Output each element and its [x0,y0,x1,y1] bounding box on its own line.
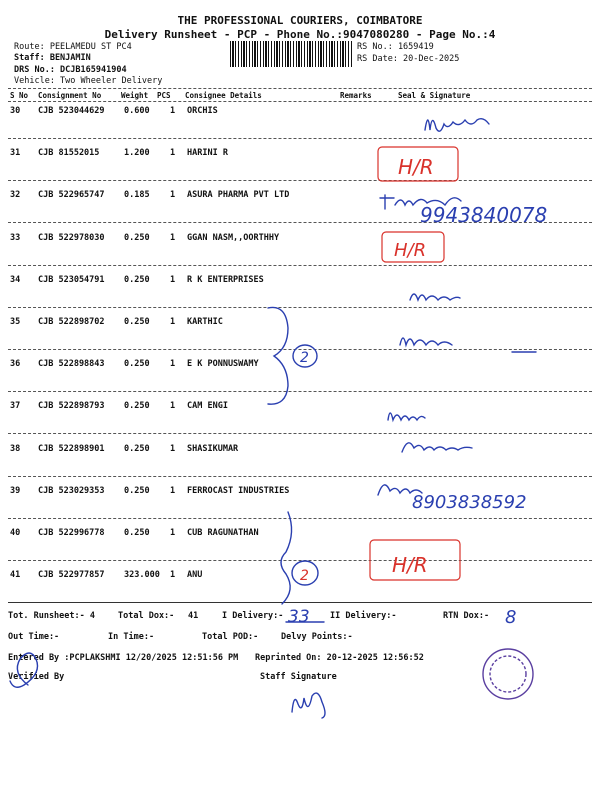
hr-mark-row-40: H/R [392,553,428,577]
row-sno: 31 [10,148,21,159]
row-consignee: HARINI R [187,148,228,159]
hr-mark-row-33: H/R [394,240,427,261]
group-count-1: 2 [300,350,309,366]
col-pcs: PCS [157,91,171,100]
row-separator [8,307,592,308]
total-pod: Total POD:- [202,632,259,642]
row-consignee: GGAN NASM,,OORTHHY [187,232,280,243]
row-separator [8,476,592,477]
row-sno: 36 [10,359,21,370]
row-separator [8,433,592,434]
row-pcs: 1 [170,359,176,370]
hr-box-row-33 [382,232,444,262]
row-sno: 32 [10,190,21,201]
col-weight: Weight [121,91,149,100]
col-remarks: Remarks [340,91,372,100]
row-weight: 1.200 [124,148,150,159]
row-weight: 0.250 [124,274,150,285]
i-delivery-count: 33 [288,607,310,627]
tot-runsheet: Tot. Runsheet:- 4 [8,611,95,621]
row-sno: 35 [10,317,21,327]
hr-mark-row-31: H/R [398,155,434,179]
row-separator [8,518,592,519]
row-separator [8,180,592,181]
row-sno: 33 [10,232,21,243]
header-rule-bottom [8,101,592,102]
col-seal: Seal & Signature [398,91,471,100]
bracket-35-36 [268,307,288,404]
row-pcs: 1 [170,274,176,285]
row-sno: 39 [10,485,21,496]
signature-row-38 [402,443,472,452]
row-sno: 40 [10,528,21,538]
row-consignee: SHASIKUMAR [187,443,239,454]
phone-row-39: 8903838592 [412,492,527,513]
row-consignment-no: CJB 522977857 [38,570,105,581]
row-consignment-no: CJB 522898793 [38,401,105,412]
company-stamp [483,649,533,699]
row-consignment-no: CJB 522996778 [38,528,105,538]
col-consignment: Consignment No [38,91,102,100]
row-weight: 0.250 [124,401,150,412]
row-separator [8,560,592,561]
row-weight: 0.250 [124,232,150,243]
row-sno: 37 [10,401,21,412]
row-consignment-no: CJB 523044629 [38,106,105,116]
route-text: Route: PEELAMEDU ST PC4 [14,42,132,52]
table-rule-bottom [8,602,592,603]
runsheet-subtitle: Delivery Runsheet - PCP - Phone No.:9047080280 - Page No.:4 [104,28,496,41]
row-sno: 34 [10,274,21,285]
i-delivery-label: I Delivery:- [222,611,284,621]
row-consignee: CAM ENGI [187,401,228,412]
rtn-dox-label: RTN Dox:- [443,611,490,621]
row-pcs: 1 [170,317,176,327]
row-consignee: KARTHIC [187,317,223,327]
row-consignment-no: CJB 522898901 [38,443,105,454]
col-consignee: Consignee Details [185,91,262,100]
row-sno: 30 [10,106,21,116]
row-sno: 38 [10,443,21,454]
row-consignee: R K ENTERPRISES [187,274,264,285]
entered-by: Entered By :PCPLAKSHMI 12/20/2025 12:51:56 PM [8,653,239,663]
row-sno: 41 [10,570,21,581]
signature-row-37 [388,413,425,420]
rs-number: RS No.: 1659419 [357,42,434,52]
row-pcs: 1 [170,106,176,116]
row-separator [8,138,592,139]
row-consignment-no: CJB 523029353 [38,485,105,496]
row-consignee: CUB RAGUNATHAN [187,528,259,538]
rs-date: RS Date: 20-Dec-2025 [357,54,460,64]
signature-row-32 [380,195,461,209]
row-consignee: ORCHIS [187,106,218,116]
phone-row-32: 9943840078 [420,203,548,227]
staff-signature-mark [292,693,325,718]
verified-by: Verified By [8,672,65,682]
signature-row-39 [378,485,422,495]
row-weight: 0.250 [124,443,150,454]
row-pcs: 1 [170,401,176,412]
group-count-circle-2 [292,561,318,585]
row-weight: 0.250 [124,317,150,327]
row-pcs: 1 [170,485,176,496]
col-sno: S No [10,91,29,100]
row-pcs: 1 [170,528,176,538]
row-separator [8,222,592,223]
row-weight: 0.250 [124,359,150,370]
row-consignee: ASURA PHARMA PVT LTD [187,190,290,201]
bracket-40-41 [281,512,292,604]
reprinted-on: Reprinted On: 20-12-2025 12:56:52 [255,653,424,663]
delvy-points: Delvy Points:- [281,632,353,642]
row-consignment-no: CJB 522978030 [38,232,105,243]
drs-number: DRS No.: DCJB165941904 [14,65,127,75]
row-consignment-no: CJB 523054791 [38,274,105,285]
staff-signature-label: Staff Signature [260,672,337,682]
row-weight: 0.600 [124,106,150,116]
row-weight: 0.250 [124,485,150,496]
group-count-2: 2 [300,568,309,584]
total-dox-label: Total Dox:- [118,611,175,621]
company-title: THE PROFESSIONAL COURIERS, COIMBATORE [177,14,423,27]
row-pcs: 1 [170,190,176,201]
row-pcs: 1 [170,570,176,581]
row-weight: 0.185 [124,190,150,201]
row-pcs: 1 [170,148,176,159]
ii-delivery-label: II Delivery:- [330,611,397,621]
row-pcs: 1 [170,232,176,243]
signature-row-30 [425,119,489,132]
staff-text: Staff: BENJAMIN [14,53,91,63]
row-consignee: FERROCAST INDUSTRIES [187,485,290,496]
hr-box-row-31 [378,147,458,181]
row-weight: 0.250 [124,528,150,538]
row-consignee: E K PONNUSWAMY [187,359,259,370]
signature-row-34 [410,294,460,300]
row-pcs: 1 [170,443,176,454]
in-time: In Time:- [108,632,155,642]
row-separator [8,349,592,350]
total-dox-value: 41 [188,611,199,621]
out-time: Out Time:- [8,632,60,642]
rtn-dox-count: 8 [505,607,517,628]
vehicle-text: Vehicle: Two Wheeler Delivery [14,76,163,86]
row-consignment-no: CJB 81552015 [38,148,100,159]
row-consignee: ANU [187,570,203,581]
row-consignment-no: CJB 522965747 [38,190,105,201]
header-rule-top [8,88,592,89]
row-separator [8,265,592,266]
row-consignment-no: CJB 522898843 [38,359,105,370]
row-weight: 323.000 [124,570,160,581]
row-separator [8,391,592,392]
barcode [230,41,352,67]
row-consignment-no: CJB 522898702 [38,317,105,327]
